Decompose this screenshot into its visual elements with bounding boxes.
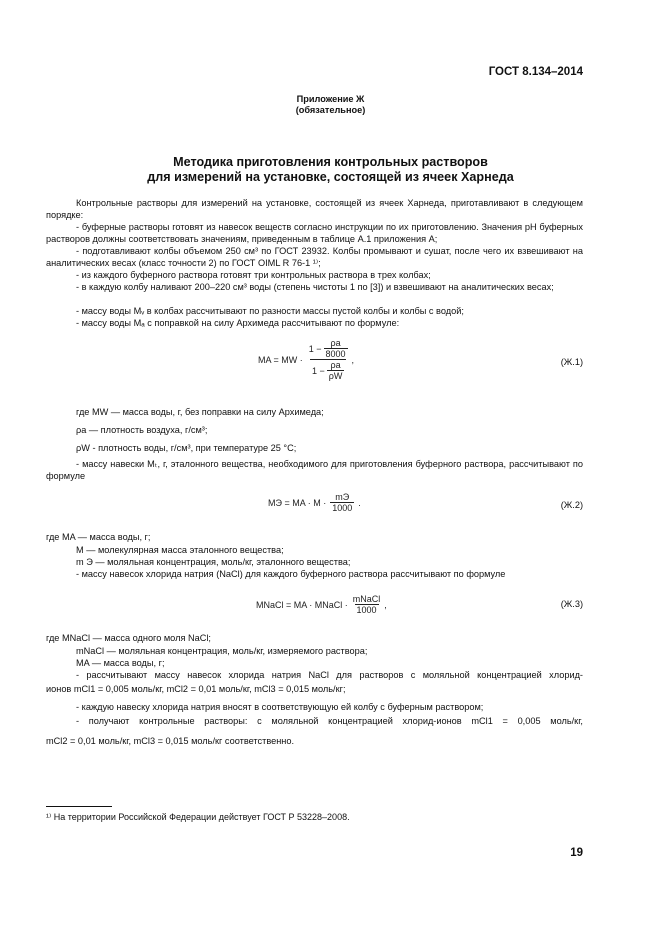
where1-water-mass: где MW — масса воды, г, без поправки на силу Архимеда; <box>76 407 324 417</box>
formula-zh1-lhs: MA = MW · <box>258 354 303 365</box>
item-water-mass: - массу воды Mᵥ в колбах рассчитывают по разности массы пустой колбы и колбы с водой; <box>76 306 464 316</box>
item-buffer-solutions: - буферные растворы готовят из навесок веществ согласно инструкции по их приготовлению. Значения pH буферных растворов должны соответствовать значениям, приведенным в таблице А.1 приложения А; <box>46 222 583 245</box>
formula-zh3-numerator: mNaCl <box>352 594 381 604</box>
formula-zh1 <box>258 338 354 381</box>
formula-zh1-den-rhow: ρW <box>328 371 343 381</box>
heading-line-2: для измерений на установке, состоящей из ячеек Харнеда <box>147 170 514 184</box>
item-three-solutions: - из каждого буферного раствора готовят три контрольных раствора в трех колбах; <box>76 270 431 280</box>
formula-zh3 <box>256 594 387 615</box>
heading-line-1: Методика приготовления контрольных растворов <box>173 155 488 169</box>
intro-paragraph: Контрольные растворы для измерений на установке, состоящей из ячеек Харнеда, приготавливают в следующем порядке: <box>46 198 583 221</box>
where2-molecular-mass: M — молекулярная масса эталонного вещества; <box>76 545 284 555</box>
formula-zh1-num-one: 1 − <box>308 343 322 354</box>
where1-standard-mass: - массу навески Mₜ, г, эталонного вещества, необходимого для приготовления буферного раствора, рассчитывают по формуле <box>46 459 583 482</box>
formula-zh1-num-8000: 8000 <box>325 349 346 359</box>
footnote-divider <box>46 806 112 807</box>
formula-zh3-lhs: MNaCl = MA · MNaCl · <box>256 599 348 610</box>
where2-molality: m Э — моляльная концентрация, моль/кг, эталонного вещества; <box>76 557 351 567</box>
standard-designation: ГОСТ 8.134–2014 <box>488 66 583 78</box>
where1-air-density: ρa — плотность воздуха, г/см³; <box>76 425 208 435</box>
where3-result-line-2: mCl2 = 0,01 моль/кг, mCl3 = 0,015 моль/кг соответственно. <box>46 736 295 746</box>
where3-calc-line-1: - рассчитывают массу навесок хлорида натрия NaCl для растворов с моляльной концентрацией хлорид- <box>76 670 583 680</box>
formula-zh1-den-one: 1 − <box>311 365 325 376</box>
formula-zh3-denominator: 1000 <box>356 605 377 615</box>
appendix-title: Приложение Ж <box>296 94 365 104</box>
formula-zh1-tail: , <box>351 354 355 365</box>
formula-zh2-lhs: MЭ = MA · M · <box>268 497 327 508</box>
formula-zh1-number: (Ж.1) <box>560 357 583 367</box>
where3-result-line-1: - получают контрольные растворы: с моляльной концентрацией хлорид-ионов mCl1 = 0,005 моль/кг, <box>76 716 583 726</box>
formula-zh2 <box>268 492 361 513</box>
item-archimedes: - массу воды Mₐ с поправкой на силу Архимеда рассчитывают по формуле: <box>76 318 400 328</box>
where2-nacl-intro: - массу навесок хлорида натрия (NaCl) для каждого буферного раствора рассчитывают по формуле <box>76 569 506 579</box>
where3-add-to-flask: - каждую навеску хлорида натрия вносят в соответствующую ей колбу с буферным раствором; <box>76 702 484 712</box>
where1-water-density: ρW - плотность воды, г/см³, при температуре 25 °С; <box>76 443 297 453</box>
formula-zh1-fraction <box>307 338 350 381</box>
where3-molality: mNaCl — моляльная концентрация, моль/кг, измеряемого раствора; <box>76 646 368 656</box>
formula-zh2-denominator: 1000 <box>332 503 353 513</box>
item-water-fill: - в каждую колбу наливают 200–220 см³ воды (степень чистоты 1 по [3]) и взвешивают на аналитических весах; <box>76 282 554 292</box>
page-number: 19 <box>570 847 583 859</box>
where3-calc-line-2: ионов mCl1 = 0,005 моль/кг, mCl2 = 0,01 моль/кг, mCl3 = 0,015 моль/кг; <box>46 684 346 694</box>
formula-zh2-number: (Ж.2) <box>560 500 583 510</box>
appendix-status: (обязательное) <box>295 105 366 115</box>
formula-zh1-num-rho: ρa <box>330 338 341 348</box>
formula-zh1-den-rho: ρa <box>330 360 341 370</box>
formula-zh2-numerator: mЭ <box>335 492 350 502</box>
formula-zh3-number: (Ж.3) <box>560 599 583 609</box>
where3-water-mass: MA — масса воды, г; <box>76 658 165 668</box>
where2-water-mass: где MA — масса воды, г; <box>46 532 151 542</box>
item-flasks: - подготавливают колбы объемом 250 см³ по ГОСТ 23932. Колбы промывают и сушат, после чего их взвешивают на аналитических весах (класс точности 2) по ГОСТ OIML R 76-1 ¹⁾; <box>46 246 583 269</box>
where3-mole-mass: где MNaCl — масса одного моля NaCl; <box>46 633 211 643</box>
footnote: ¹⁾ На территории Российской Федерации действует ГОСТ Р 53228–2008. <box>46 812 350 822</box>
formula-zh2-tail: . <box>358 497 361 508</box>
formula-zh3-tail: , <box>384 599 387 610</box>
